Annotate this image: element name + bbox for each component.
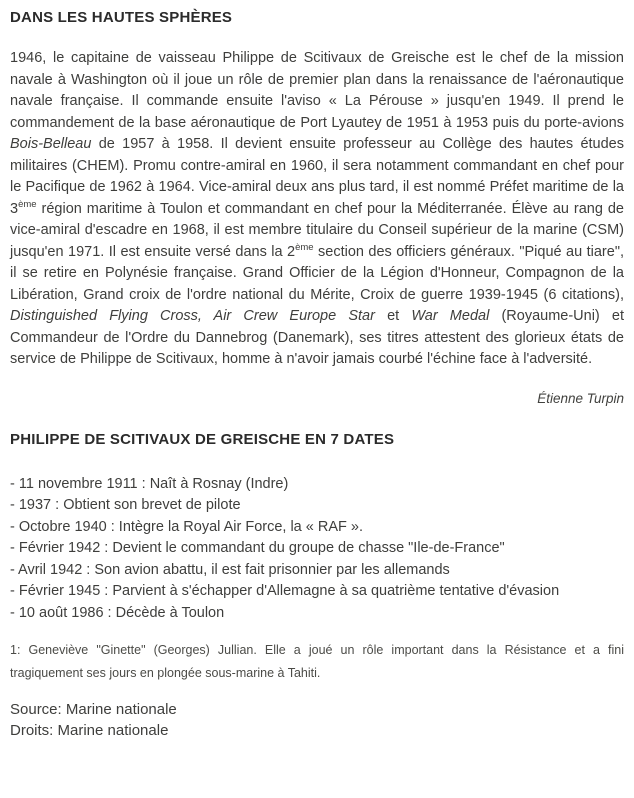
dates-list (10, 474, 624, 625)
main-section-title: DANS LES HAUTES SPHÈRES (10, 9, 233, 26)
date-item: - Février 1945 : Parvient à s'échapper d'Allemagne à sa quatrième tentative d'évasion (10, 583, 560, 599)
date-item: - 11 novembre 1911 : Naît à Rosnay (Indre) (10, 475, 289, 492)
credits-block (10, 699, 624, 741)
source-line: Source: Marine nationale (10, 701, 177, 718)
date-item: - Février 1942 : Devient le commandant du groupe de chasse "Ile-de-France" (10, 540, 505, 556)
date-item: - 10 août 1986 : Décède à Toulon (10, 604, 225, 621)
date-item: - Octobre 1940 : Intègre la Royal Air Force, la « RAF ». (10, 518, 363, 535)
dates-section-title: PHILIPPE DE SCITIVAUX DE GREISCHE EN 7 DATES (10, 430, 395, 448)
date-item: - Avril 1942 : Son avion abattu, il est fait prisonnier par les allemands (10, 561, 450, 578)
date-item: - 1937 : Obtient son brevet de pilote (10, 497, 241, 513)
biography-paragraph: 1946, le capitaine de vaisseau Philippe de Scitivaux de Greische est le chef de la mission navale à Washington où il joue un rôle de premier plan dans la renaissance de l'aéronautique navale française. Il commande ensuite l'aviso « La Pérouse » jusqu'en 1949. Il prend le commandement de la base aéronautique de Port Lyautey de 1951 à 1953 puis du porte-avions Bois-Belleau de 1957 à 1958. Il devient ensuite professeur au Collège des hautes études militaires (CHEM). Promu contre-amiral en 1960, il sera notamment commandant en chef pour le Pacifique de 1962 à 1964. Vice-amiral deux ans plus tard, il est nommé Préfet maritime de la 3ème région maritime à Toulon et commandant en chef pour la Méditerranée. Élève au rang de vice-amiral d'escadre en 1968, il est membre titulaire du Conseil supérieur de la marine (CSM) jusqu'en 1971. Il est ensuite versé dans la 2ème section des officiers généraux. "Piqué au tiare", il se retire en Polynésie française. Grand Officier de la Légion d'Honneur, Compagnon de la Libération, Grand croix de l'ordre national du Mérite, Croix de guerre 1939-1945 (6 citations), Distinguished Flying Cross, Air Crew Europe Star et War Medal (Royaume-Uni) et Commandeur de l'Ordre du Dannebrog (Danemark), ses titres attestent des glorieux états de service de Philippe de Scitivaux, homme à n'avoir jamais courbé l'échine face à l'adversité. (10, 50, 624, 367)
rights-line: Droits: Marine nationale (10, 722, 169, 739)
author-signature: Étienne Turpin (537, 390, 624, 406)
footnote: 1: Geneviève "Ginette" (Georges) Jullian. Elle a joué un rôle important dans la Résistance et a fini tragiquement ses jours en plongée sous-marine à Tahiti. (10, 643, 624, 680)
